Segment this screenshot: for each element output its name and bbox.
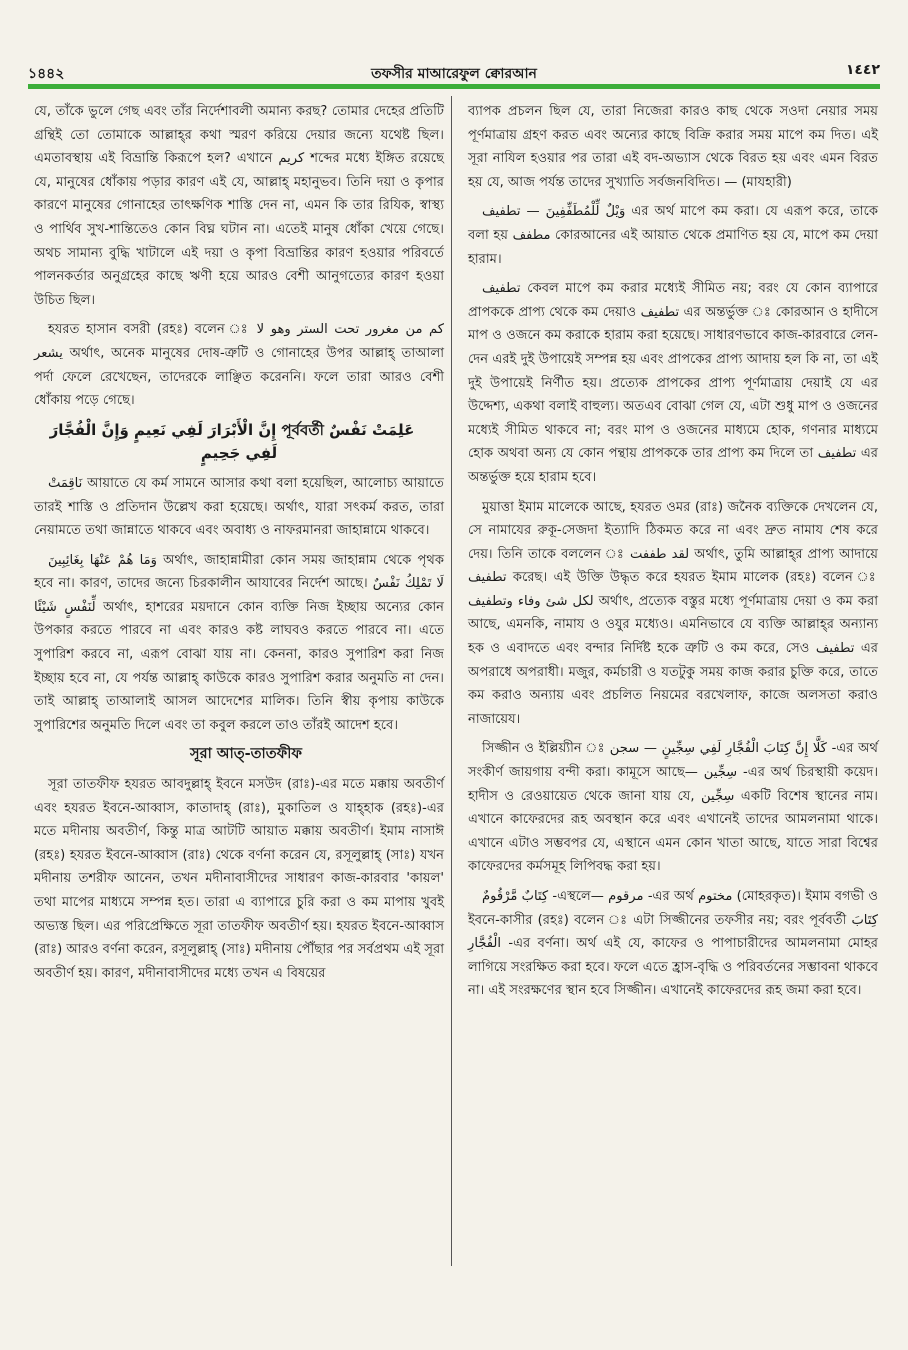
right-column	[468, 100, 878, 1009]
paragraph: হযরত হাসান বসরী (রহঃ) বলেন ঃ كم من مغرور تحت الستر وهو لا يشعر অর্থাৎ, অনেক মানুষের দোষ-ত্রুটি ও গোনাহের উপর আল্লাহ্ তাআলা পর্দা ফেলে রেখেছেন, তাদেরকে লাঞ্ছিত করেননি। ফলে তারা আরও বেশী ধোঁকায় পড়ে গেছে।	[34, 322, 444, 409]
paragraph: كِتَابٌ مَّرْقُومٌ -এস্থলে— مرقوم -এর অর্থ مختوم (মোহরকৃত)। ইমাম বগভী ও ইবনে-কাসীর (রহঃ) বলেন ঃ এটা সিজ্জীনের তফসীর নয়; বরং পূর্ববর্তী كِتَابَ الْفُجَّارِ -এর বর্ণনা। অর্থ এই যে, কাফের ও পাপাচারীদের আমলনামা মোহর লাগিয়ে সংরক্ষিত করা হবে। ফলে এতে হ্রাস-বৃদ্ধি ও পরিবর্তনের সম্ভাবনা থাকবে না। এই সংরক্ষণের স্থান হবে সিজ্জীন। এখানেই কাফেরদের রূহ জমা করা হবে।	[468, 889, 878, 999]
left-column	[34, 100, 444, 991]
paragraph: সূরা তাতফীফ হযরত আবদুল্লাহ্ ইবনে মসউদ (রাঃ)-এর মতে মক্কায় অবতীর্ণ এবং হযরত ইবনে-আব্বাস, কাতাদাহ্ (রাঃ), মুকাতিল ও যাহ্হাক (রহঃ)-এর মতে মদীনায় অবতীর্ণ, কিন্তু মাত্র আটটি আয়াত মক্কায় অবতীর্ণ। ইমাম নাসাঈ (রহঃ) হযরত ইবনে-আব্বাস (রাঃ) থেকে বর্ণনা করেন যে, রসূলুল্লাহ্ (সাঃ) যখন মদীনায় তশরীফ আনেন, তখন মদীনাবাসীদের সাধারণ কাজ-কারবার 'কায়ল' তথা মাপের মাধ্যমে সম্পন্ন হত। তারা এ ব্যাপারে চুরি করা ও কম মাপায় খুবই অভ্যস্ত ছিল। এর পরিপ্রেক্ষিতে সূরা তাতফীফ অবতীর্ণ হয়। হযরত ইবনে-আব্বাস (রাঃ) আরও বর্ণনা করেন, রসূলুল্লাহ্ (সাঃ) মদীনায় পৌঁছার পর সর্বপ্রথম এই সূরা অবতীর্ণ হয়। কারণ, মদীনাবাসীদের মধ্যে তখন এ বিষয়ের	[34, 777, 444, 981]
paragraph: ব্যাপক প্রচলন ছিল যে, তারা নিজেরা কারও কাছ থেকে সওদা নেয়ার সময় পূর্ণমাত্রায় গ্রহণ করত এবং অন্যের কাছে বিক্রি করার সময় মাপে কম দিত। এই সূরা নাযিল হওয়ার পর তারা এই বদ-অভ্যাস থেকে বিরত হয় এবং এমন বিরত হয় যে, আজ পর্যন্ত তাদের সুখ্যাতি সর্বজনবিদিত। — (মাযহারী)	[468, 104, 878, 190]
paragraph: نَاقِمَتْ আয়াতে যে কর্ম সামনে আসার কথা বলা হয়েছিল, আলোচ্য আয়াতে তারই শাস্তি ও প্রতিদান উল্লেখ করা হয়েছে। অর্থাৎ, যারা সৎকর্ম করত, তারা নেয়ামতে তথা জান্নাতে থাকবে এবং অবাধ্য ও নাফরমানরা জাহান্নামে থাকবে।	[34, 475, 444, 539]
section-heading: সূরা আত্-তাতফীফ	[190, 746, 302, 763]
page-header	[28, 58, 880, 84]
column-divider	[451, 96, 452, 1266]
paragraph: وَمَا هُمْ عَنْهَا بِغَائِبِينَ অর্থাৎ, জাহান্নামীরা কোন সময় জাহান্নাম থেকে পৃথক হবে না। কারণ, তাদের জন্যে চিরকালীন আযাবের নির্দেশ আছে। لَا تَمْلِكُ نَفْسٌ لِّنَفْسٍ شَيْئًا অর্থাৎ, হাশরের ময়দানে কোন ব্যক্তি নিজ ইচ্ছায় অন্যের কোন উপকার করতে পারবে না এবং কারও কষ্ট লাঘবও করতে পারবে না। এতে সুপারিশ করবে না, এরূপ বোঝা যায় না। কেননা, কারও সুপারিশ করা নিজ ইচ্ছায় হবে না, যে পর্যন্ত আল্লাহ্ কাউকে কারও সুপারিশ করার অনুমতি না দেন। তাই আল্লাহ্ তাআলাই আসল আদেশের মালিক। তিনি স্বীয় কৃপায় কাউকে সুপারিশের অনুমতি দিলে এবং তা কবুল করলে তাও তাঁরই আদেশ হবে।	[34, 552, 444, 733]
paragraph: وَيْلٌ لِّلْمُطَفِّفِينَ — تطفيف এর অর্থ মাপে কম করা। যে এরূপ করে, তাকে বলা হয় مطفف কোরআনের এই আয়াত থেকে প্রমাণিত হয় যে, মাপে কম দেয়া হারাম।	[468, 204, 878, 267]
arabic-verse-line: عَلِمَتْ نَفْسٌ পূর্ববর্তী إِنَّ الْأَبْرَارَ لَفِي نَعِيمٍ وَإِنَّ الْفُجَّارَ لَفِي جَحِيمٍ	[49, 420, 415, 463]
paragraph: সিজ্জীন ও ইল্লিয়্যীন ঃ كَلَّا إِنَّ كِتَابَ الْفُجَّارِ لَفِي سِجِّينٍ — سجن -এর অর্থ সংকীর্ণ জায়গায় বন্দী করা। কামূসে আছে— سِجِّين -এর অর্থ চিরস্থায়ী কয়েদ। হাদীস ও রেওয়ায়েত থেকে জানা যায় যে, سِجِّين একটি বিশেষ স্থানের নাম। এখানে কাফেরদের রূহ অবস্থান করে এবং এখানেই তাদের আমলনামা থাকে। এখানে এটাও সম্ভবপর যে, এস্থানে এমন কোন খাতা আছে, যাতে সারা বিশ্বের কাফেরদের কর্মসমূহ লিপিবদ্ধ করা হয়।	[468, 741, 878, 875]
paragraph: যে, তাঁকে ভুলে গেছ এবং তাঁর নির্দেশাবলী অমান্য করছ? তোমার দেহের প্রতিটি গ্রন্থিই তো তোমাকে আল্লাহ্‌র কথা স্মরণ করিয়ে দেয়ার জন্যে যথেষ্ট ছিল। এমতাবস্থায় এই বিভ্রান্তি কিরূপে হল? এখানে كريم শব্দের মধ্যে ইঙ্গিত রয়েছে যে, মানুষের ধোঁকায় পড়ার কারণ এই যে, আল্লাহ্ মহানুভব। তিনি দয়া ও কৃপার কারণে মানুষের গোনাহের তাৎক্ষণিক শাস্তি দেন না, এমন কি তার রিযিক, স্বাস্থ্য ও পার্থিব সুখ-শান্তিতেও কোন বিঘ্ন ঘটান না। এতেই মানুষ ধোঁকা খেয়ে গেছে। অথচ সামান্য বুদ্ধি খাটালে এই দয়া ও কৃপা বিভ্রান্তির কারণ হওয়ার পরিবর্তে পালনকর্তার অনুগ্রহের কাছে ঋণী হয়ে আরও বেশী আনুগত্যের কারণ হওয়া উচিত ছিল।	[34, 104, 444, 308]
paragraph: تطفيف কেবল মাপে কম করার মধ্যেই সীমিত নয়; বরং যে কোন ব্যাপারে প্রাপককে প্রাপ্য থেকে কম দেয়াও تطفيف এর অন্তর্ভুক্ত ঃ কোরআন ও হাদীসে মাপ ও ওজনে কম করাকে হারাম করা হয়েছে। সাধারণভাবে কাজ-কারবারে লেন-দেন এরই দুই উপায়েই সম্পন্ন হয় এবং প্রাপকের প্রাপ্য আদায় হল কি না, তা এই দুই উপায়েই নির্ণীত হয়। প্রত্যেক প্রাপকের প্রাপ্য পূর্ণমাত্রায় দেয়াই যে এর উদ্দেশ্য, একথা বলাই বাহুল্য। অতএব বোঝা গেল যে, এটা শুধু মাপ ও ওজনের মধ্যেই সীমিত থাকবে না; বরং মাপ ও ওজনের মাধ্যমে হোক, গণনার মাধ্যমে হোক অথবা অন্য যে কোন পন্থায় প্রাপককে তার প্রাপ্য কম দিলে তা تطفيف এর অন্তর্ভুক্ত হয়ে হারাম হবে।	[468, 281, 878, 485]
header-rule	[28, 84, 880, 89]
book-title: তফসীর মাআরেফুল ক্বোরআন	[371, 66, 537, 82]
page-number-bengali: ১৪৪২	[28, 66, 65, 82]
page-number-arabic: ١٤٤٢	[845, 62, 880, 78]
paragraph: মুয়াত্তা ইমাম মালেকে আছে, হযরত ওমর (রাঃ) জনৈক ব্যক্তিকে দেখলেন যে, সে নামাযের রুকূ-সেজদা ইত্যাদি ঠিকমত করে না এবং দ্রুত নামায শেষ করে দেয়। তিনি তাকে বললেন ঃ لقد طففت অর্থাৎ, তুমি আল্লাহ্‌র প্রাপ্য আদায়ে تطفيف করেছ। এই উক্তি উদ্ধৃত করে হযরত ইমাম মালেক (রহঃ) বলেন ঃ لكل شئ وفاء وتطفيف অর্থাৎ, প্রত্যেক বস্তুর মধ্যে পূর্ণমাত্রায় দেয়া ও কম করা আছে, এমনকি, নামায ও ওযুর মধ্যেও। এমনিভাবে যে ব্যক্তি আল্লাহ্‌র অন্যান্য হক ও এবাদতে এবং বন্দার নির্দিষ্ট হকে ত্রুটি ও কম করে, সেও تطفيف এর অপরাধে অপরাধী। মজুর, কর্মচারী ও যতটুকু সময় কাজ করার চুক্তি করে, তাতে কম করাও অন্যায় এবং প্রচলিত নিয়মের বরখেলাফ, কাজে অলসতা করাও নাজায়েয।	[468, 499, 879, 727]
